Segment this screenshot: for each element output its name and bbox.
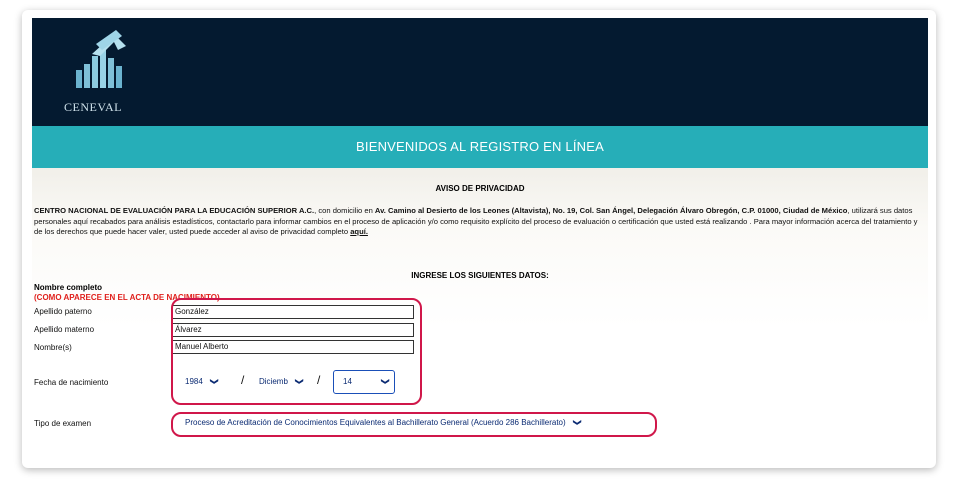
form-content — [32, 168, 928, 460]
privacy-notice — [34, 206, 924, 238]
highlight-exam-type — [171, 412, 657, 437]
birth-date-label: Fecha de nacimiento — [34, 378, 109, 387]
last-name-paternal-label: Apellido paterno — [34, 307, 92, 316]
org-address: Av. Camino al Desierto de los Leones (Altavista), No. 19, Col. San Ángel, Delegación Álvaro Obregón, C.P. 01000, Ciudad de México — [374, 206, 848, 215]
chevron-down-icon: ❯ — [381, 378, 391, 385]
birth-certificate-note: (COMO APARECE EN EL ACTA DE NACIMIENTO) — [34, 293, 220, 302]
date-separator: / — [317, 373, 321, 387]
chevron-down-icon: ❯ — [294, 378, 304, 385]
birth-day-value: 14 — [343, 377, 352, 386]
birth-month-value: Diciemb — [259, 377, 288, 386]
org-name: CENTRO NACIONAL DE EVALUACIÓN PARA LA EDUCACIÓN SUPERIOR A.C. — [34, 206, 315, 215]
logo-text: CENEVAL — [64, 100, 122, 114]
registration-card — [22, 10, 936, 468]
ceneval-logo-icon — [56, 28, 146, 100]
last-name-maternal-input[interactable]: Álvarez — [172, 323, 414, 337]
full-name-label: Nombre completo — [34, 283, 103, 292]
exam-type-value: Proceso de Acreditación de Conocimientos Equivalentes al Bachillerato General (Acuerdo 286 Bachillerato) — [185, 418, 566, 427]
site-header — [32, 18, 928, 126]
privacy-title: AVISO DE PRIVACIDAD — [435, 184, 525, 193]
ceneval-logo — [56, 28, 146, 120]
form-heading: INGRESE LOS SIGUIENTES DATOS: — [411, 271, 549, 280]
exam-type-label: Tipo de examen — [34, 419, 92, 428]
chevron-down-icon: ❯ — [209, 378, 219, 385]
banner-title: BIENVENIDOS AL REGISTRO EN LÍNEA — [356, 139, 604, 154]
privacy-text-2: , utilizará sus datos personales aquí recabados para análisis estadísticos, contactarlo para informar cambios en el proceso de aplicación y/o como requisito explícito del proceso de evaluación o certificación que usted está realizando . Para mayor información acerca del tratamiento y de los derechos que puede hacer valer, usted puede acceder al aviso de privacidad completo — [34, 206, 918, 236]
welcome-banner — [32, 126, 928, 168]
birth-year-value: 1984 — [185, 377, 203, 386]
last-name-maternal-label: Apellido materno — [34, 325, 95, 334]
date-separator: / — [241, 373, 245, 387]
first-names-label: Nombre(s) — [34, 343, 72, 352]
chevron-down-icon: ❯ — [572, 419, 582, 426]
last-name-paternal-input[interactable]: González — [172, 305, 414, 319]
privacy-link[interactable]: aquí. — [350, 227, 368, 236]
privacy-text-1: , con domicilio en — [314, 206, 375, 215]
first-names-input[interactable]: Manuel Alberto — [172, 340, 414, 354]
highlight-name-date — [171, 298, 422, 405]
